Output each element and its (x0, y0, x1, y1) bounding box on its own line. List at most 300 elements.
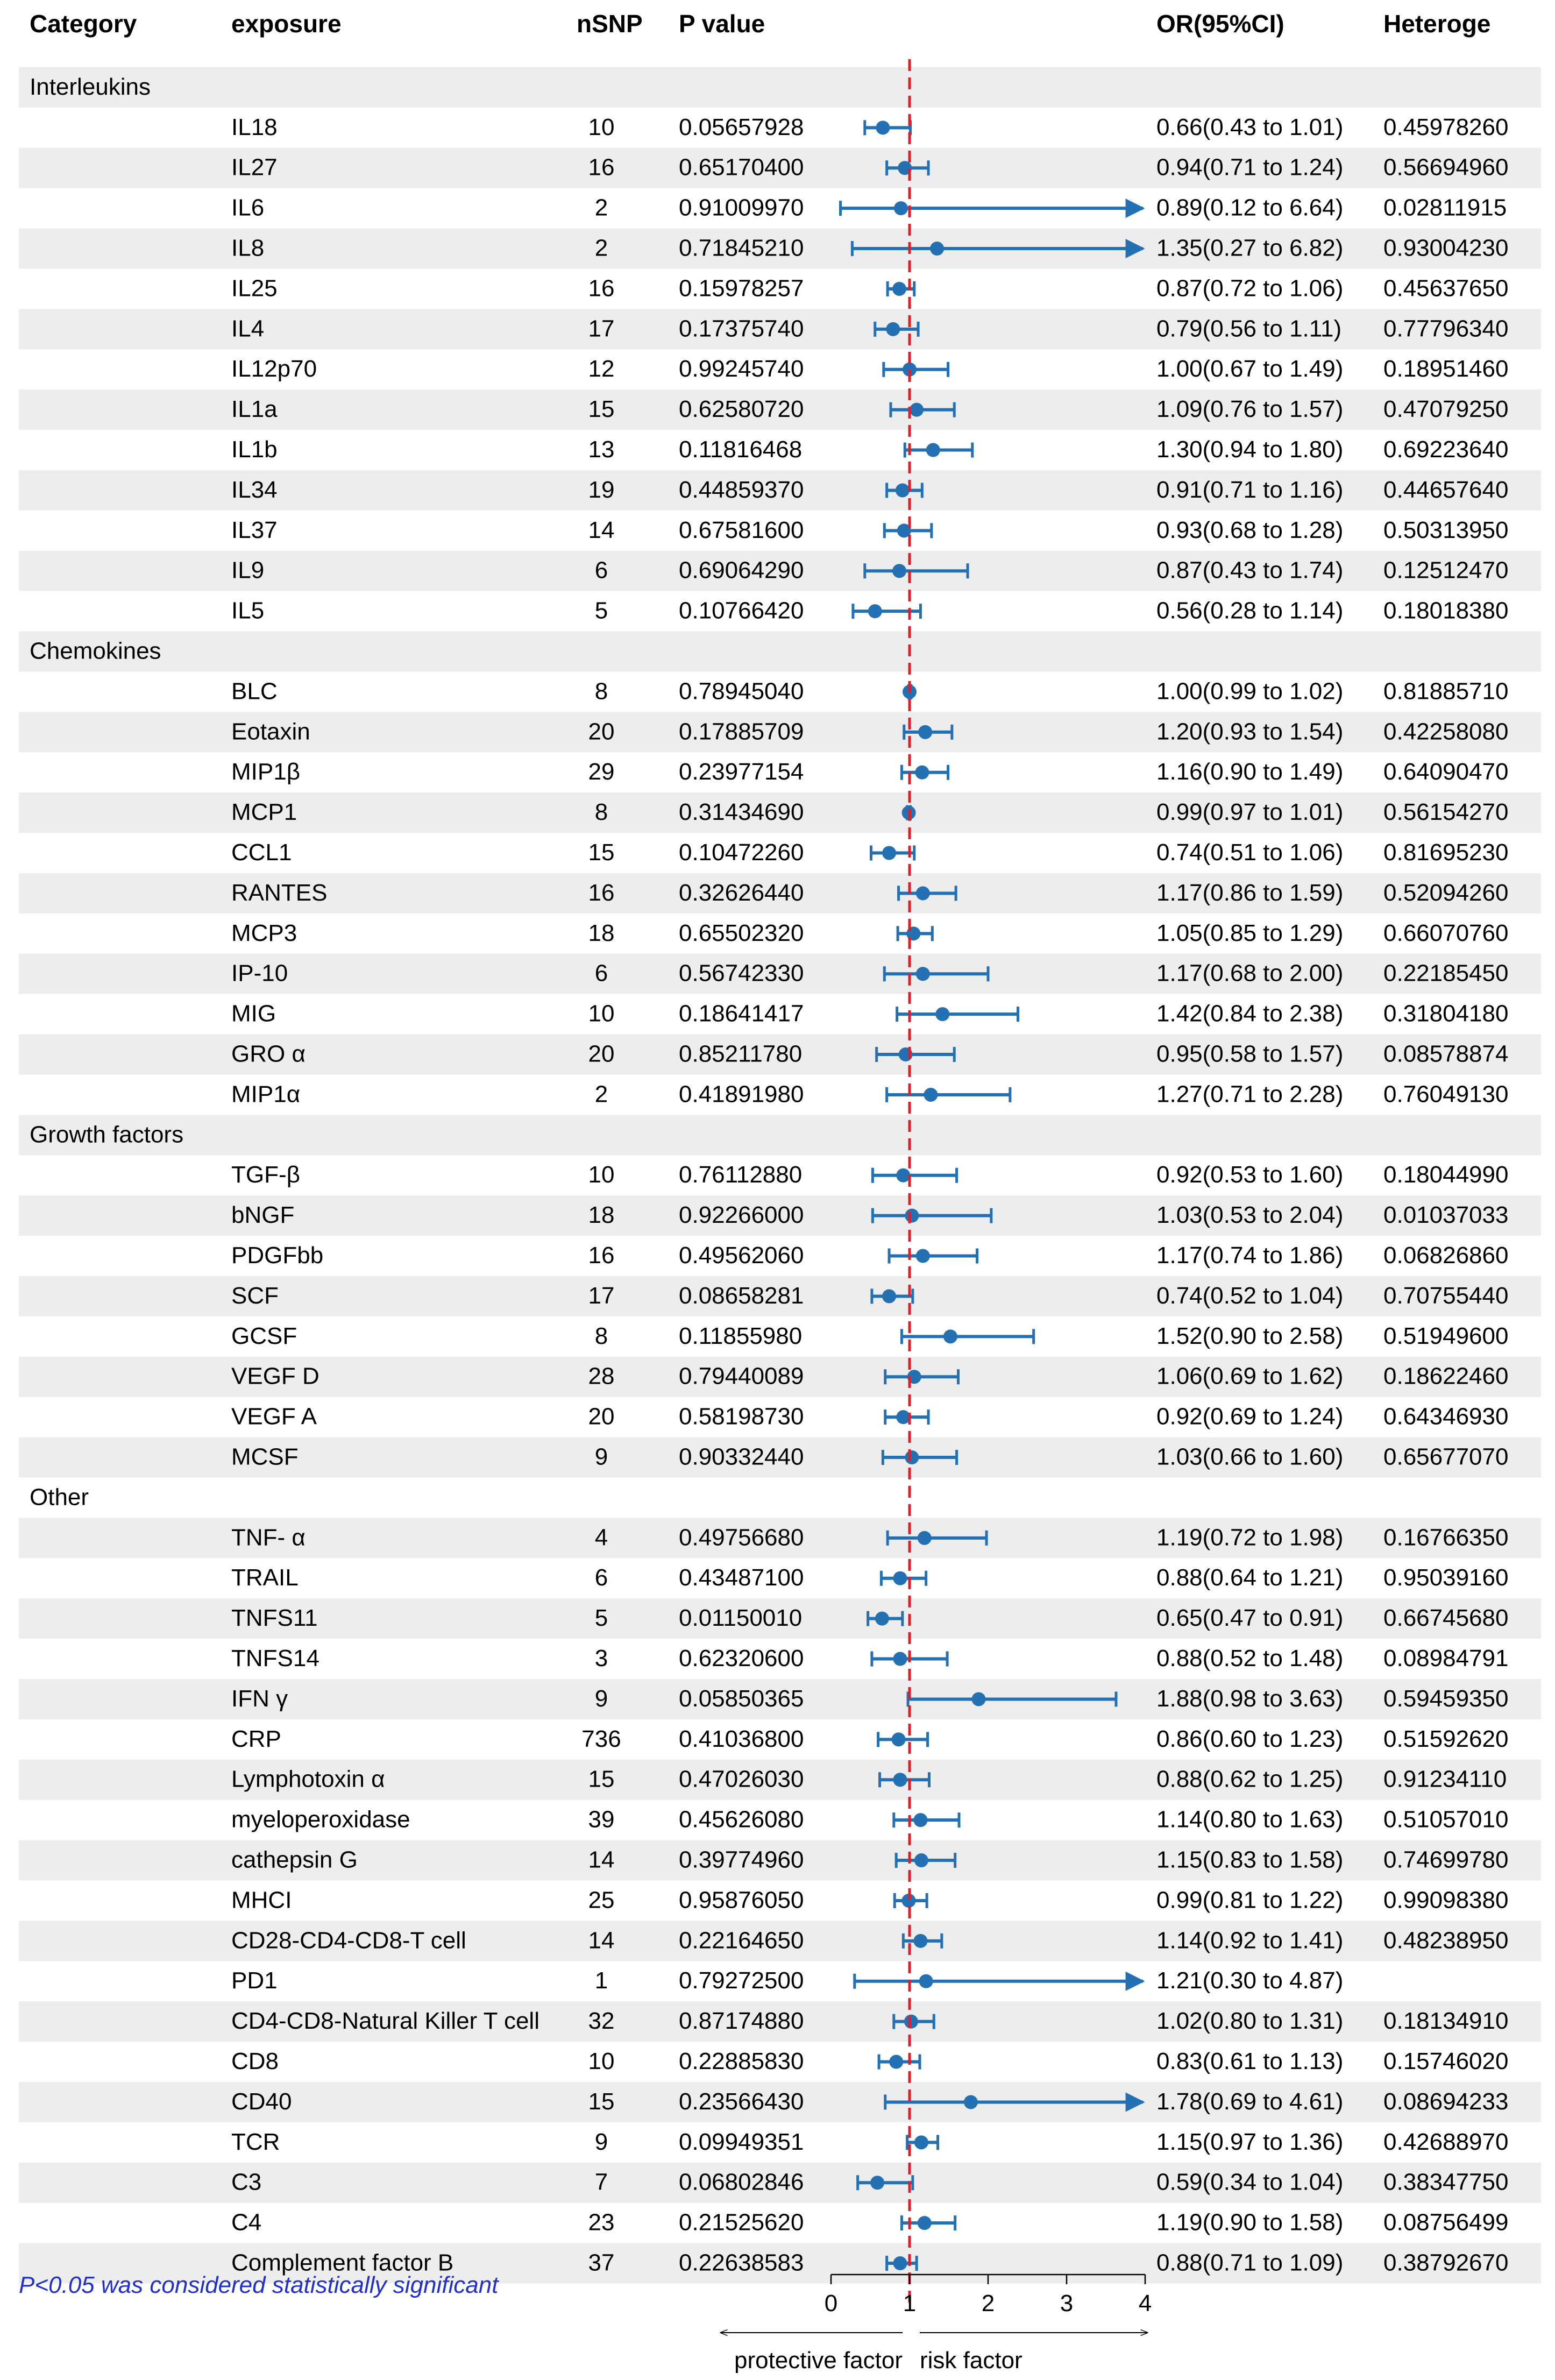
or-ci-value: 0.88(0.62 to 1.25) (1156, 1766, 1344, 1793)
exposure-label: bNGF (231, 1202, 295, 1229)
or-ci-value: 1.19(0.90 to 1.58) (1156, 2209, 1344, 2236)
p-value: 0.87174880 (679, 2008, 804, 2035)
p-value: 0.91009970 (679, 194, 804, 221)
exposure-label: IL18 (231, 114, 278, 140)
nsnp-value: 13 (588, 436, 615, 463)
nsnp-value: 15 (588, 1766, 615, 1793)
axis-tick-label: 3 (1060, 2290, 1074, 2317)
heterogeneity-value: 0.45637650 (1383, 275, 1509, 302)
heterogeneity-value: 0.51949600 (1383, 1322, 1509, 1349)
header-exposure: exposure (231, 10, 342, 38)
or-ci-value: 0.99(0.81 to 1.22) (1156, 1887, 1344, 1914)
or-ci-value: 1.17(0.86 to 1.59) (1156, 879, 1344, 906)
p-value: 0.22885830 (679, 2048, 804, 2075)
or-ci-value: 0.92(0.69 to 1.24) (1156, 1403, 1344, 1430)
point-estimate (882, 846, 896, 860)
exposure-label: TNF- α (231, 1524, 306, 1551)
heterogeneity-value: 0.81885710 (1383, 678, 1509, 705)
point-estimate (971, 1692, 985, 1706)
nsnp-value: 9 (594, 1443, 608, 1470)
or-ci-value: 0.88(0.64 to 1.21) (1156, 1564, 1344, 1591)
p-value: 0.56742330 (679, 960, 804, 987)
nsnp-value: 16 (588, 154, 615, 181)
nsnp-value: 3 (594, 1645, 608, 1672)
p-value: 0.11816468 (679, 436, 803, 463)
heterogeneity-value: 0.47079250 (1383, 396, 1509, 423)
nsnp-value: 23 (588, 2209, 615, 2236)
nsnp-value: 8 (594, 799, 608, 826)
point-estimate (918, 1531, 932, 1545)
p-value: 0.99245740 (679, 356, 804, 382)
point-estimate (892, 1732, 906, 1746)
stripe (19, 1115, 1541, 1155)
or-ci-value: 1.78(0.69 to 4.61) (1156, 2088, 1344, 2115)
nsnp-value: 17 (588, 315, 615, 342)
point-estimate (889, 2055, 903, 2069)
heterogeneity-value: 0.08756499 (1383, 2209, 1509, 2236)
stripe (19, 67, 1541, 108)
heterogeneity-value: 0.59459350 (1383, 1685, 1509, 1712)
heterogeneity-value: 0.18018380 (1383, 597, 1509, 624)
nsnp-value: 10 (588, 114, 615, 140)
p-value: 0.44859370 (679, 476, 804, 503)
heterogeneity-value: 0.76049130 (1383, 1081, 1509, 1108)
direction-labels (721, 2333, 1147, 2374)
nsnp-value: 14 (588, 1846, 615, 1873)
heterogeneity-value: 0.22185450 (1383, 960, 1509, 987)
or-ci-value: 1.03(0.53 to 2.04) (1156, 1202, 1344, 1229)
heterogeneity-value: 0.70755440 (1383, 1282, 1509, 1309)
point-estimate (964, 2095, 978, 2109)
heterogeneity-value: 0.66070760 (1383, 919, 1509, 946)
heterogeneity-value: 0.06826860 (1383, 1242, 1509, 1269)
or-ci-value: 1.19(0.72 to 1.98) (1156, 1524, 1344, 1551)
or-ci-value: 0.66(0.43 to 1.01) (1156, 114, 1344, 140)
risk-factor-label: risk factor (920, 2347, 1023, 2374)
p-value: 0.15978257 (679, 275, 804, 302)
point-estimate (892, 564, 906, 578)
heterogeneity-value: 0.91234110 (1383, 1766, 1507, 1793)
p-value: 0.62580720 (679, 396, 804, 423)
point-estimate (916, 886, 930, 900)
exposure-label: IL4 (231, 315, 265, 342)
exposure-label: GCSF (231, 1322, 297, 1349)
heterogeneity-value: 0.74699780 (1383, 1846, 1509, 1873)
nsnp-value: 29 (588, 759, 615, 785)
point-estimate (918, 2216, 932, 2230)
exposure-label: IL34 (231, 476, 278, 503)
heterogeneity-value: 0.64346930 (1383, 1403, 1509, 1430)
point-estimate (905, 1209, 919, 1223)
p-value: 0.32626440 (679, 879, 804, 906)
p-value: 0.23977154 (679, 759, 804, 785)
exposure-label: MHCI (231, 1887, 292, 1914)
heterogeneity-value: 0.38347750 (1383, 2169, 1509, 2195)
p-value: 0.01150010 (679, 1605, 803, 1632)
point-estimate (935, 1007, 949, 1021)
point-estimate (919, 1974, 933, 1988)
point-estimate (914, 1853, 928, 1867)
exposure-label: IP-10 (231, 960, 288, 987)
group-label: Other (30, 1484, 89, 1511)
point-estimate (892, 282, 906, 296)
or-ci-value: 1.00(0.99 to 1.02) (1156, 678, 1344, 705)
heterogeneity-value: 0.08578874 (1383, 1040, 1509, 1067)
or-ci-value: 1.15(0.97 to 1.36) (1156, 2128, 1344, 2155)
heterogeneity-value: 0.56694960 (1383, 154, 1509, 181)
exposure-label: CD40 (231, 2088, 292, 2115)
point-estimate (893, 1652, 907, 1666)
heterogeneity-value: 0.45978260 (1383, 114, 1509, 140)
table-body (30, 74, 1508, 2276)
point-estimate (918, 725, 932, 739)
exposure-label: myeloperoxidase (231, 1806, 410, 1833)
or-ci-value: 1.16(0.90 to 1.49) (1156, 759, 1344, 785)
exposure-label: TCR (231, 2128, 280, 2155)
or-ci-value: 1.05(0.85 to 1.29) (1156, 919, 1344, 946)
exposure-label: cathepsin G (231, 1846, 358, 1873)
point-estimate (915, 766, 929, 780)
point-estimate (876, 121, 890, 134)
heterogeneity-value: 0.51057010 (1383, 1806, 1509, 1833)
point-estimate (896, 1168, 910, 1182)
footnote: P<0.05 was considered statistically significant (19, 2272, 499, 2298)
heterogeneity-value: 0.15746020 (1383, 2048, 1509, 2075)
or-ci-value: 0.74(0.51 to 1.06) (1156, 839, 1344, 866)
or-ci-value: 1.88(0.98 to 3.63) (1156, 1685, 1344, 1712)
exposure-label: CD28-CD4-CD8-T cell (231, 1927, 466, 1954)
point-estimate (913, 1934, 927, 1948)
nsnp-value: 20 (588, 1403, 615, 1430)
exposure-label: MCP1 (231, 799, 297, 826)
heterogeneity-value: 0.42258080 (1383, 718, 1509, 745)
or-ci-value: 1.06(0.69 to 1.62) (1156, 1363, 1344, 1390)
group-label: Interleukins (30, 73, 151, 100)
axis-tick-label: 1 (903, 2290, 917, 2317)
p-value: 0.41036800 (679, 1725, 804, 1752)
exposure-label: IL8 (231, 235, 265, 261)
nsnp-value: 6 (594, 557, 608, 584)
exposure-label: Eotaxin (231, 718, 310, 745)
or-ci-value: 0.88(0.71 to 1.09) (1156, 2249, 1344, 2276)
nsnp-value: 25 (588, 1887, 615, 1914)
p-value: 0.92266000 (679, 1202, 804, 1229)
p-value: 0.71845210 (679, 235, 804, 261)
protective-factor-label: protective factor (734, 2347, 903, 2374)
exposure-label: CRP (231, 1725, 281, 1752)
nsnp-value: 39 (588, 1806, 615, 1833)
or-ci-value: 0.99(0.97 to 1.01) (1156, 799, 1344, 826)
heterogeneity-value: 0.31804180 (1383, 1000, 1509, 1027)
point-estimate (930, 242, 944, 256)
or-ci-value: 1.09(0.76 to 1.57) (1156, 396, 1344, 423)
exposure-label: MIP1α (231, 1081, 301, 1108)
or-ci-value: 1.20(0.93 to 1.54) (1156, 718, 1344, 745)
heterogeneity-value: 0.08694233 (1383, 2088, 1509, 2115)
p-value: 0.17375740 (679, 315, 804, 342)
point-estimate (886, 322, 900, 336)
nsnp-value: 2 (594, 1081, 608, 1108)
or-ci-value: 0.91(0.71 to 1.16) (1156, 476, 1344, 503)
exposure-label: IL25 (231, 275, 278, 302)
point-estimate (896, 483, 910, 497)
heterogeneity-value: 0.81695230 (1383, 839, 1509, 866)
group-label: Chemokines (30, 638, 161, 664)
point-estimate (910, 403, 924, 417)
or-ci-value: 0.74(0.52 to 1.04) (1156, 1282, 1344, 1309)
header-pvalue: P value (679, 10, 765, 38)
p-value: 0.08658281 (679, 1282, 804, 1309)
or-ci-value: 0.59(0.34 to 1.04) (1156, 2169, 1344, 2195)
heterogeneity-value: 0.69223640 (1383, 436, 1509, 463)
exposure-label: IL1b (231, 436, 278, 463)
nsnp-value: 736 (581, 1725, 621, 1752)
exposure-label: IL9 (231, 557, 265, 584)
heterogeneity-value: 0.99098380 (1383, 1887, 1509, 1914)
heterogeneity-value: 0.64090470 (1383, 759, 1509, 785)
nsnp-value: 9 (594, 1685, 608, 1712)
or-ci-value: 1.14(0.92 to 1.41) (1156, 1927, 1344, 1954)
or-ci-value: 0.83(0.61 to 1.13) (1156, 2048, 1344, 2075)
point-estimate (893, 1773, 907, 1787)
nsnp-value: 12 (588, 356, 615, 382)
header-category: Category (30, 10, 137, 38)
exposure-label: IL27 (231, 154, 278, 181)
or-ci-value: 0.93(0.68 to 1.28) (1156, 516, 1344, 543)
exposure-label: CD8 (231, 2048, 279, 2075)
header-heterogeneity: Heteroge (1383, 10, 1491, 38)
axis-tick-label: 2 (981, 2290, 995, 2317)
or-ci-value: 0.86(0.60 to 1.23) (1156, 1725, 1344, 1752)
header-or: OR(95%CI) (1156, 10, 1284, 38)
heterogeneity-value: 0.12512470 (1383, 557, 1509, 584)
nsnp-value: 20 (588, 718, 615, 745)
exposure-label: IL37 (231, 516, 278, 543)
nsnp-value: 10 (588, 1161, 615, 1188)
exposure-label: MIP1β (231, 759, 301, 785)
nsnp-value: 2 (594, 235, 608, 261)
or-ci-value: 1.52(0.90 to 2.58) (1156, 1322, 1344, 1349)
p-value: 0.67581600 (679, 516, 804, 543)
nsnp-value: 15 (588, 839, 615, 866)
point-estimate (875, 1612, 889, 1626)
nsnp-value: 14 (588, 516, 615, 543)
point-estimate (870, 2176, 884, 2190)
exposure-label: PD1 (231, 1967, 278, 1994)
exposure-label: C3 (231, 2169, 262, 2195)
p-value: 0.47026030 (679, 1766, 804, 1793)
nsnp-value: 6 (594, 960, 608, 987)
nsnp-value: 19 (588, 476, 615, 503)
or-ci-value: 0.65(0.47 to 0.91) (1156, 1605, 1344, 1632)
header-nsnp: nSNP (577, 10, 643, 38)
or-ci-value: 0.88(0.52 to 1.48) (1156, 1645, 1344, 1672)
heterogeneity-value: 0.66745680 (1383, 1605, 1509, 1632)
exposure-label: IL12p70 (231, 356, 317, 382)
nsnp-value: 28 (588, 1363, 615, 1390)
exposure-label: PDGFbb (231, 1242, 324, 1269)
or-ci-value: 0.87(0.72 to 1.06) (1156, 275, 1344, 302)
exposure-label: IL6 (231, 194, 265, 221)
or-ci-value: 1.03(0.66 to 1.60) (1156, 1443, 1344, 1470)
p-value: 0.10472260 (679, 839, 804, 866)
or-ci-value: 1.02(0.80 to 1.31) (1156, 2008, 1344, 2035)
point-estimate (914, 2135, 928, 2149)
nsnp-value: 32 (588, 2008, 615, 2035)
exposure-label: Complement factor B (231, 2249, 454, 2276)
heterogeneity-value: 0.44657640 (1383, 476, 1509, 503)
point-estimate (913, 1813, 927, 1827)
heterogeneity-value: 0.01037033 (1383, 1202, 1509, 1229)
or-ci-value: 1.17(0.74 to 1.86) (1156, 1242, 1344, 1269)
nsnp-value: 14 (588, 1927, 615, 1954)
heterogeneity-value: 0.16766350 (1383, 1524, 1509, 1551)
nsnp-value: 18 (588, 1202, 615, 1229)
p-value: 0.09949351 (679, 2128, 804, 2155)
stripe (19, 632, 1541, 672)
nsnp-value: 20 (588, 1040, 615, 1067)
nsnp-value: 37 (588, 2249, 615, 2276)
or-ci-value: 0.89(0.12 to 6.64) (1156, 194, 1344, 221)
p-value: 0.85211780 (679, 1040, 803, 1067)
point-estimate (924, 1088, 938, 1102)
nsnp-value: 8 (594, 678, 608, 705)
nsnp-value: 6 (594, 1564, 608, 1591)
heterogeneity-value: 0.18622460 (1383, 1363, 1509, 1390)
heterogeneity-value: 0.50313950 (1383, 516, 1509, 543)
p-value: 0.05657928 (679, 114, 804, 140)
nsnp-value: 9 (594, 2128, 608, 2155)
nsnp-value: 1 (594, 1967, 608, 1994)
p-value: 0.17885709 (679, 718, 804, 745)
p-value: 0.22164650 (679, 1927, 804, 1954)
nsnp-value: 4 (594, 1524, 608, 1551)
p-value: 0.45626080 (679, 1806, 804, 1833)
p-value: 0.90332440 (679, 1443, 804, 1470)
p-value: 0.65170400 (679, 154, 804, 181)
exposure-label: TNFS14 (231, 1645, 319, 1672)
exposure-label: GRO α (231, 1040, 306, 1067)
exposure-label: VEGF D (231, 1363, 319, 1390)
or-ci-value: 1.42(0.84 to 2.38) (1156, 1000, 1344, 1027)
p-value: 0.76112880 (679, 1161, 803, 1188)
exposure-label: C4 (231, 2209, 262, 2236)
or-ci-value: 0.56(0.28 to 1.14) (1156, 597, 1344, 624)
or-ci-value: 0.79(0.56 to 1.11) (1156, 315, 1342, 342)
nsnp-value: 17 (588, 1282, 615, 1309)
or-ci-value: 1.17(0.68 to 2.00) (1156, 960, 1344, 987)
nsnp-value: 2 (594, 194, 608, 221)
p-value: 0.22638583 (679, 2249, 804, 2276)
point-estimate (904, 2015, 918, 2029)
p-value: 0.11855980 (679, 1322, 803, 1349)
p-value: 0.31434690 (679, 799, 804, 826)
heterogeneity-value: 0.77796340 (1383, 315, 1509, 342)
axis-tick-label: 0 (824, 2290, 838, 2317)
heterogeneity-value: 0.02811915 (1383, 194, 1507, 221)
heterogeneity-value: 0.18951460 (1383, 356, 1509, 382)
p-value: 0.43487100 (679, 1564, 804, 1591)
nsnp-value: 16 (588, 1242, 615, 1269)
nsnp-value: 16 (588, 275, 615, 302)
point-estimate (882, 1289, 896, 1303)
point-estimate (893, 1571, 907, 1585)
or-ci-value: 0.95(0.58 to 1.57) (1156, 1040, 1344, 1067)
exposure-label: SCF (231, 1282, 279, 1309)
exposure-label: Lymphotoxin α (231, 1766, 385, 1793)
heterogeneity-value: 0.48238950 (1383, 1927, 1509, 1954)
exposure-label: IL1a (231, 396, 278, 423)
heterogeneity-value: 0.08984791 (1383, 1645, 1509, 1672)
or-ci-value: 1.00(0.67 to 1.49) (1156, 356, 1344, 382)
p-value: 0.49756680 (679, 1524, 804, 1551)
p-value: 0.05850365 (679, 1685, 804, 1712)
exposure-label: MCP3 (231, 919, 297, 946)
p-value: 0.78945040 (679, 678, 804, 705)
heterogeneity-value: 0.52094260 (1383, 879, 1509, 906)
nsnp-value: 10 (588, 1000, 615, 1027)
or-ci-value: 1.27(0.71 to 2.28) (1156, 1081, 1344, 1108)
exposure-label: TRAIL (231, 1564, 299, 1591)
nsnp-value: 7 (594, 2169, 608, 2195)
p-value: 0.23566430 (679, 2088, 804, 2115)
or-ci-value: 1.14(0.80 to 1.63) (1156, 1806, 1344, 1833)
p-value: 0.06802846 (679, 2169, 804, 2195)
point-estimate (905, 1450, 919, 1464)
heterogeneity-value: 0.18134910 (1383, 2008, 1509, 2035)
exposure-label: IFN γ (231, 1685, 288, 1712)
point-estimate (943, 1329, 957, 1343)
p-value: 0.18641417 (679, 1000, 804, 1027)
p-value: 0.62320600 (679, 1645, 804, 1672)
point-estimate (893, 2256, 907, 2270)
p-value: 0.39774960 (679, 1846, 804, 1873)
exposure-label: MCSF (231, 1443, 299, 1470)
exposure-label: BLC (231, 678, 278, 705)
point-estimate (896, 1410, 910, 1424)
exposure-label: TNFS11 (231, 1605, 318, 1632)
nsnp-value: 15 (588, 396, 615, 423)
heterogeneity-value: 0.93004230 (1383, 235, 1509, 261)
or-ci-value: 0.92(0.53 to 1.60) (1156, 1161, 1344, 1188)
or-ci-value: 1.30(0.94 to 1.80) (1156, 436, 1344, 463)
heterogeneity-value: 0.95039160 (1383, 1564, 1509, 1591)
point-estimate (916, 1249, 930, 1263)
nsnp-value: 10 (588, 2048, 615, 2075)
p-value: 0.79272500 (679, 1967, 804, 1994)
nsnp-value: 15 (588, 2088, 615, 2115)
group-label: Growth factors (30, 1121, 184, 1148)
nsnp-value: 8 (594, 1322, 608, 1349)
p-value: 0.21525620 (679, 2209, 804, 2236)
point-estimate (894, 201, 908, 215)
p-value: 0.10766420 (679, 597, 804, 624)
heterogeneity-value: 0.38792670 (1383, 2249, 1509, 2276)
or-ci-value: 1.15(0.83 to 1.58) (1156, 1846, 1344, 1873)
or-ci-value: 1.21(0.30 to 4.87) (1156, 1967, 1344, 1994)
nsnp-value: 5 (594, 1605, 608, 1632)
heterogeneity-value: 0.42688970 (1383, 2128, 1509, 2155)
p-value: 0.58198730 (679, 1403, 804, 1430)
exposure-label: CCL1 (231, 839, 292, 866)
p-value: 0.41891980 (679, 1081, 804, 1108)
nsnp-value: 18 (588, 919, 615, 946)
or-ci-value: 0.87(0.43 to 1.74) (1156, 557, 1344, 584)
exposure-label: VEGF A (231, 1403, 317, 1430)
p-value: 0.69064290 (679, 557, 804, 584)
p-value: 0.65502320 (679, 919, 804, 946)
exposure-label: MIG (231, 1000, 276, 1027)
